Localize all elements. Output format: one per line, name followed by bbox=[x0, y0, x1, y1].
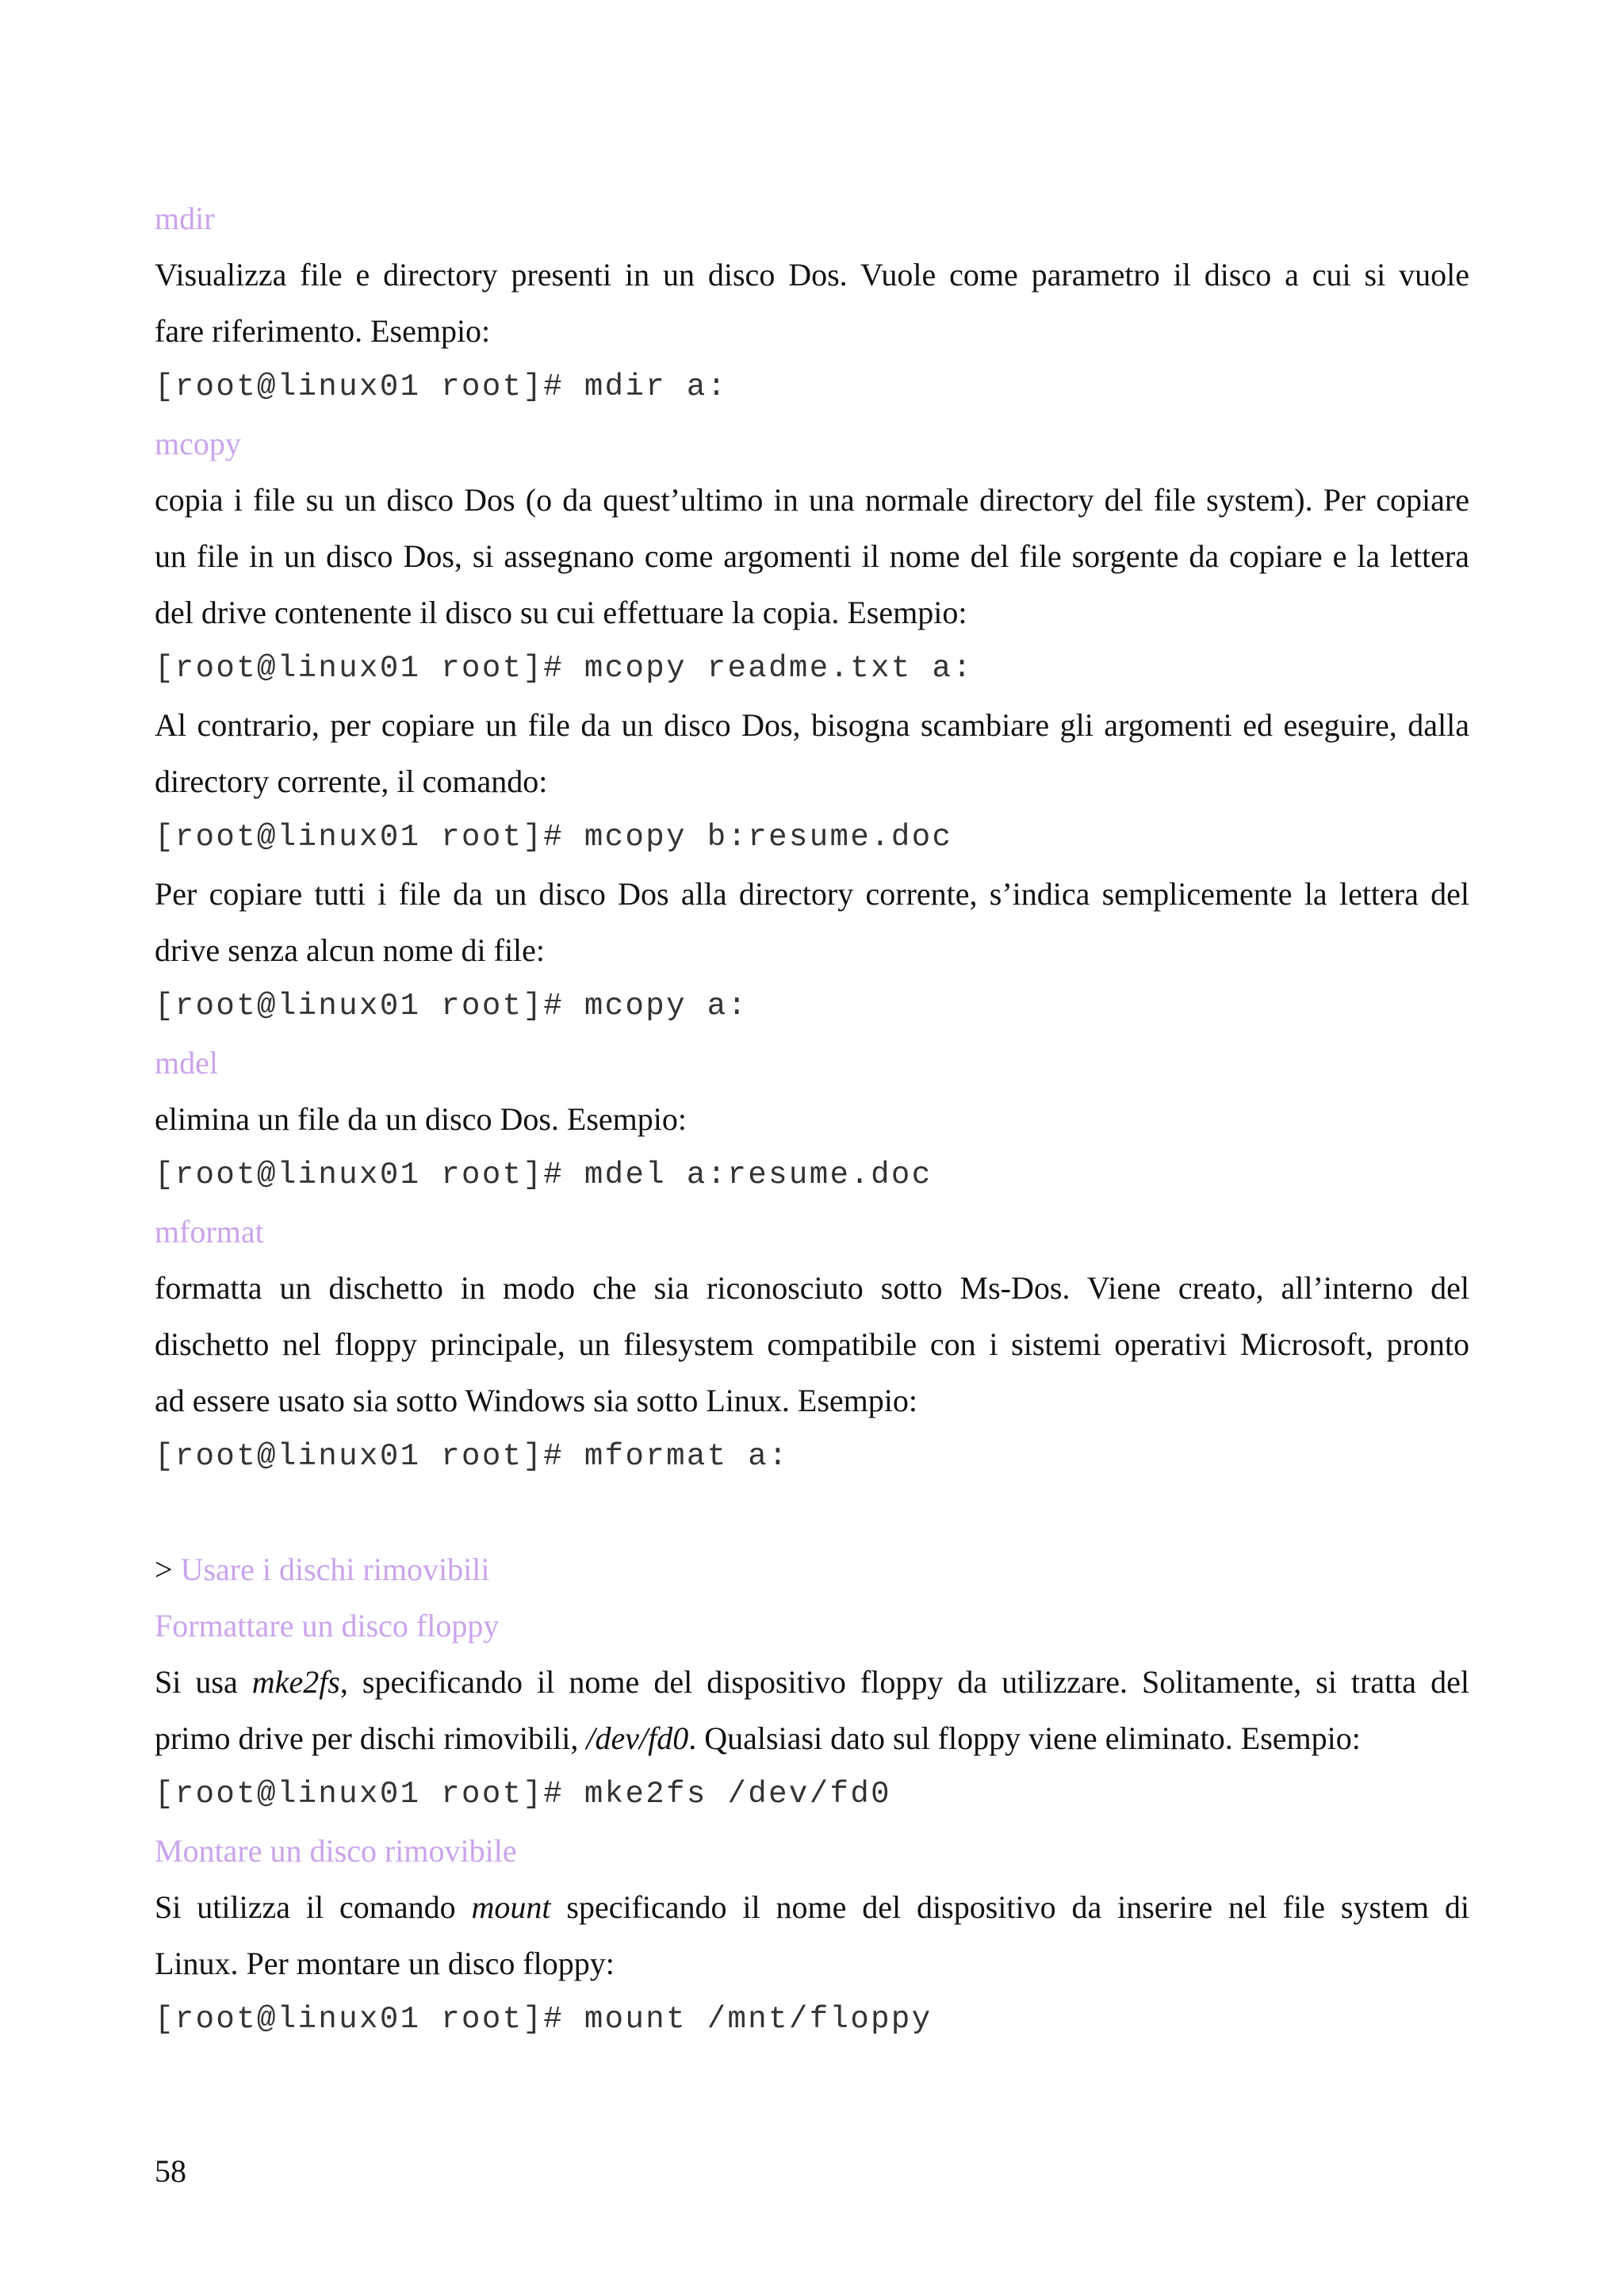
paragraph-line: un file in un disco Dos, si assegnano come argomenti il nome del file sorgente da copiare e la lettera bbox=[155, 538, 1469, 574]
heading-format-floppy: Formattare un disco floppy bbox=[155, 1608, 500, 1644]
heading-mdir: mdir bbox=[155, 201, 215, 236]
heading-mount-disk: Montare un disco rimovibile bbox=[155, 1833, 517, 1869]
code-example: [root@linux01 root]# mcopy readme.txt a: bbox=[155, 651, 974, 686]
paragraph-line: Linux. Per montare un disco floppy: bbox=[155, 1946, 615, 1981]
code-example: [root@linux01 root]# mformat a: bbox=[155, 1439, 789, 1474]
section-title: Usare i dischi rimovibili bbox=[180, 1552, 490, 1587]
code-example: [root@linux01 root]# mcopy a: bbox=[155, 989, 749, 1024]
paragraph-line: primo drive per dischi rimovibili, /dev/fd0. Qualsiasi dato sul floppy viene eliminato. Esempio: bbox=[155, 1720, 1361, 1756]
section-heading-removable bbox=[155, 1541, 1469, 1598]
paragraph-line: del drive contenente il disco su cui effettuare la copia. Esempio: bbox=[155, 595, 967, 630]
heading-mcopy: mcopy bbox=[155, 426, 241, 461]
paragraph-line: fare riferimento. Esempio: bbox=[155, 313, 491, 349]
section-marker: > bbox=[155, 1552, 173, 1587]
paragraph-line: formatta un dischetto in modo che sia riconosciuto sotto Ms-Dos. Viene creato, all’interno del bbox=[155, 1270, 1469, 1306]
paragraph-line: Visualizza file e directory presenti in un disco Dos. Vuole come parametro il disco a cui si vuole bbox=[155, 257, 1469, 293]
paragraph-line: copia i file su un disco Dos (o da quest’ultimo in una normale directory del file system). Per copiare bbox=[155, 482, 1469, 518]
heading-mformat: mformat bbox=[155, 1214, 264, 1249]
spacer bbox=[155, 1485, 1469, 1541]
paragraph-line: directory corrente, il comando: bbox=[155, 763, 548, 799]
paragraph-line: ad essere usato sia sotto Windows sia sotto Linux. Esempio: bbox=[155, 1383, 917, 1418]
paragraph-line: Si usa mke2fs, specificando il nome del dispositivo floppy da utilizzare. Solitamente, si tratta del bbox=[155, 1664, 1469, 1700]
paragraph-line: dischetto nel floppy principale, un filesystem compatibile con i sistemi operativi Microsoft, pronto bbox=[155, 1326, 1469, 1362]
code-example: [root@linux01 root]# mount /mnt/floppy bbox=[155, 2002, 933, 2037]
code-example: [root@linux01 root]# mke2fs /dev/fd0 bbox=[155, 1777, 891, 1812]
document-body bbox=[155, 190, 1469, 2048]
code-example: [root@linux01 root]# mdir a: bbox=[155, 369, 728, 404]
page-number: 58 bbox=[155, 2153, 186, 2189]
heading-mdel: mdel bbox=[155, 1045, 218, 1081]
paragraph-line: Al contrario, per copiare un file da un disco Dos, bisogna scambiare gli argomenti ed eseguire, dalla bbox=[155, 707, 1469, 743]
paragraph-line: elimina un file da un disco Dos. Esempio: bbox=[155, 1101, 687, 1137]
code-example: [root@linux01 root]# mcopy b:resume.doc bbox=[155, 820, 953, 855]
paragraph-line: drive senza alcun nome di file: bbox=[155, 932, 546, 968]
paragraph-line: Per copiare tutti i file da un disco Dos alla directory corrente, s’indica semplicemente la lettera del bbox=[155, 876, 1469, 912]
paragraph-line: Si utilizza il comando mount specificando il nome del dispositivo da inserire nel file system di bbox=[155, 1889, 1470, 1925]
code-example: [root@linux01 root]# mdel a:resume.doc bbox=[155, 1158, 933, 1192]
